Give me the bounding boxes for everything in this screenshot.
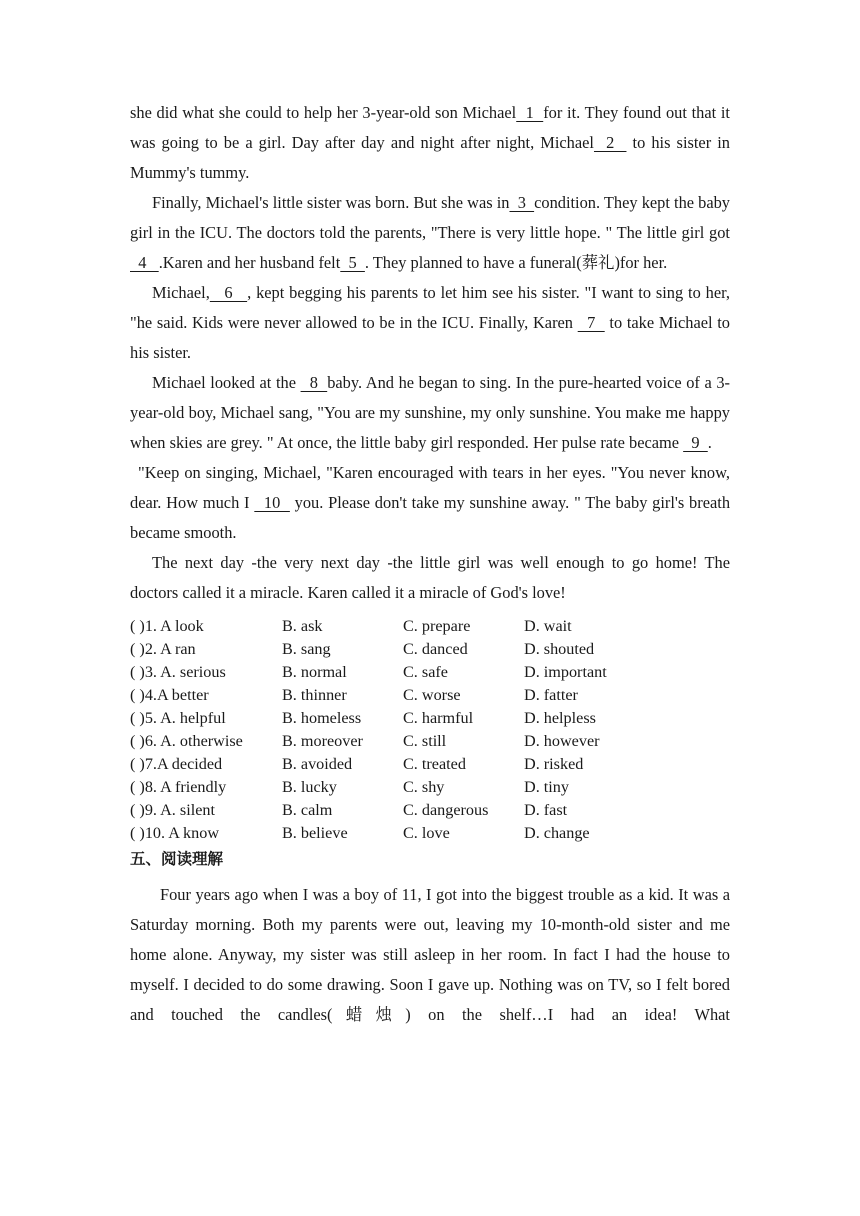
text: "Keep on singing, Michael, "Karen encouraged with tears in her eyes. "You never know, dear. How much I xyxy=(130,463,730,512)
text: condition. They kept the baby girl in the ICU. The doctors told the parents, "There is very little hope. " The little girl got xyxy=(130,193,730,242)
text: Michael, xyxy=(152,283,210,302)
passage-paragraph-6: The next day -the very next day -the little girl was well enough to go home! The doctors called it a miracle. Karen called it a miracle of God's love! xyxy=(130,553,730,602)
reading-paragraph: Four years ago when I was a boy of 11, I got into the biggest trouble as a kid. It was a Saturday morning. Both my parents were out, leaving my 10-month-old sister and me home alone. Anyway, my sister was still asleep in her room. In fact I had the house to myself. I decided to do some drawing. Soon I gave up. Nothing was on TV, so I felt bored and touched the candles(蜡烛) on the shelf…I had an idea! What xyxy=(130,885,730,1024)
passage-paragraph-3 xyxy=(130,278,730,368)
option-row xyxy=(130,730,730,753)
question-stem: ( )7.A decided xyxy=(130,755,223,773)
option-d: D. wait xyxy=(524,617,572,635)
passage-paragraph-5 xyxy=(130,458,730,548)
option-row xyxy=(130,753,730,776)
option-b: B. homeless xyxy=(282,709,362,727)
option-d: D. tiny xyxy=(524,778,569,796)
question-stem: ( )2. A ran xyxy=(130,640,196,658)
option-b: B. lucky xyxy=(282,778,337,796)
option-b: B. sang xyxy=(282,640,331,658)
option-b: B. thinner xyxy=(282,686,347,704)
option-d: D. important xyxy=(524,663,607,681)
blank-9: 9 xyxy=(683,433,708,452)
worksheet-page xyxy=(130,98,730,1046)
section-heading: 五、阅读理解 xyxy=(130,850,224,868)
option-row xyxy=(130,684,730,707)
blank-2: 2 xyxy=(593,133,627,152)
text: baby. And he began to sing. In the pure-hearted voice of a 3-year-old boy, Michael sang, "You are my sunshine, my only sunshine. You make me happy when skies are grey. " At once, the little baby girl responded. Her pulse rate became xyxy=(130,373,730,452)
question-stem: ( )3. A. serious xyxy=(130,663,226,681)
question-stem: ( )9. A. silent xyxy=(130,801,215,819)
option-b: B. calm xyxy=(282,801,333,819)
option-c: C. harmful xyxy=(403,709,474,727)
blank-4: 4 xyxy=(130,253,159,272)
option-b: B. ask xyxy=(282,617,323,635)
option-b: B. normal xyxy=(282,663,347,681)
blank-3: 3 xyxy=(509,193,535,212)
passage-paragraph-4 xyxy=(130,368,730,458)
option-c: C. shy xyxy=(403,778,445,796)
option-d: D. helpless xyxy=(524,709,596,727)
option-row xyxy=(130,661,730,684)
question-stem: ( )4.A better xyxy=(130,686,209,704)
option-c: C. danced xyxy=(403,640,468,658)
passage-paragraph-1 xyxy=(130,98,730,188)
blank-6: 6 xyxy=(209,283,248,302)
text: you. Please don't take my sunshine away. " The baby girl's breath became smooth. xyxy=(130,493,731,542)
question-stem: ( )6. A. otherwise xyxy=(130,732,243,750)
option-d: D. fast xyxy=(524,801,568,819)
option-b: B. believe xyxy=(282,824,348,842)
option-row xyxy=(130,776,730,799)
option-d: D. change xyxy=(524,824,590,842)
option-c: C. dangerous xyxy=(403,801,489,819)
option-c: C. worse xyxy=(403,686,461,704)
blank-10: 10 xyxy=(254,493,290,512)
option-b: B. avoided xyxy=(282,755,353,773)
blank-8: 8 xyxy=(300,373,328,392)
option-row xyxy=(130,707,730,730)
option-c: C. still xyxy=(403,732,447,750)
option-row xyxy=(130,615,730,638)
text: to take Michael to his sister. xyxy=(130,313,731,362)
option-d: D. shouted xyxy=(524,640,595,658)
option-d: D. fatter xyxy=(524,686,578,704)
option-c: C. love xyxy=(403,824,450,842)
text: . They planned to have a funeral(葬礼)for her. xyxy=(364,253,668,272)
text: .Karen and her husband felt xyxy=(158,253,341,272)
option-c: C. prepare xyxy=(403,617,471,635)
text: . xyxy=(707,433,712,452)
text: , kept begging his parents to let him see his sister. "I want to sing to her, "he said. Kids were never allowed to be in the ICU. Finally, Karen xyxy=(130,283,731,332)
blank-5: 5 xyxy=(340,253,365,272)
option-c: C. treated xyxy=(403,755,466,773)
text: Michael looked at the xyxy=(152,373,301,392)
passage-paragraph-2 xyxy=(130,188,730,278)
option-d: D. however xyxy=(524,732,600,750)
option-d: D. risked xyxy=(524,755,584,773)
question-stem: ( )8. A friendly xyxy=(130,778,227,796)
option-c: C. safe xyxy=(403,663,448,681)
option-row xyxy=(130,799,730,822)
question-stem: ( )5. A. helpful xyxy=(130,709,226,727)
question-stem: ( )10. A know xyxy=(130,824,220,842)
option-row xyxy=(130,822,730,845)
text: Finally, Michael's little sister was born. But she was in xyxy=(152,193,510,212)
text: to his sister in Mummy's tummy. xyxy=(130,133,730,182)
option-b: B. moreover xyxy=(282,732,363,750)
blank-1: 1 xyxy=(516,103,544,122)
text: for it. They found out that it was going to be a girl. Day after day and night after night, Michael xyxy=(130,103,730,152)
options-table xyxy=(130,615,730,845)
blank-7: 7 xyxy=(577,313,605,332)
text: she did what she could to help her 3-year-old son Michael xyxy=(130,103,517,122)
question-stem: ( )1. A look xyxy=(130,617,204,635)
option-row xyxy=(130,638,730,661)
